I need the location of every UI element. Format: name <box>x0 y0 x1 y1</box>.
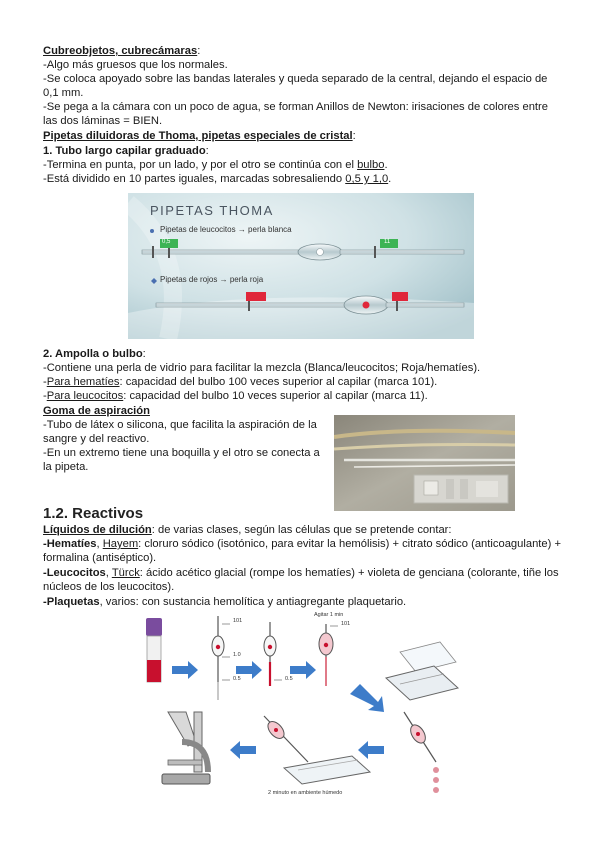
label-agitar: Agitar 1 min <box>314 612 344 618</box>
text-line: sangre y del reactivo. <box>43 433 150 445</box>
turck-term: Türck <box>111 567 140 579</box>
hayem-term: Hayem <box>102 538 139 550</box>
text-line: -Se coloca apoyado sobre las bandas laterales y queda separado de la central, dejando el espacio de <box>43 73 548 85</box>
ampolla-title-line <box>43 347 146 361</box>
text-line <box>43 523 452 537</box>
label-10: 1.0 <box>233 652 241 658</box>
label-101: 101 <box>233 618 243 624</box>
row2-label: Pipetas de rojos → perla roja <box>160 275 264 284</box>
goma-photo <box>334 415 515 511</box>
pipetas-title: Pipetas diluidoras de Thoma, pipetas especiales de cristal <box>43 130 353 142</box>
label-101: 101 <box>341 621 351 627</box>
tubo-title-line <box>43 144 209 158</box>
text-line: núcleos de los leucocitos). <box>43 581 175 593</box>
figure-caption: 2 minuto en ambiente húmedo <box>268 790 343 796</box>
arrow-right-icon <box>290 661 316 679</box>
arrow-right-icon <box>172 661 198 679</box>
text-line <box>43 158 388 172</box>
text-line <box>43 537 561 551</box>
mark-label: 0,5 <box>162 239 171 245</box>
label-05: 0.5 <box>233 676 241 682</box>
arrow-left-icon <box>230 741 256 759</box>
marks-term: 0,5 y 1,0 <box>345 173 389 185</box>
text-part: : capacidad del bulbo 100 veces superior al capilar (marca 101). <box>119 376 438 388</box>
pipetas-thoma-figure <box>128 193 474 339</box>
goma-title: Goma de aspiración <box>43 405 150 417</box>
text-part: : capacidad del bulbo 10 veces superior al capilar (marca 11). <box>123 390 428 402</box>
plaquetas-label: -Plaquetas <box>43 596 100 608</box>
text-part: -Está dividido en 10 partes iguales, marcadas sobresaliendo <box>43 173 346 185</box>
colon: : <box>142 348 146 360</box>
text-line: las dos láminas = BIEN. <box>43 115 163 127</box>
arrow-down-right-icon <box>350 684 384 712</box>
liquidos-title: Líquidos de dilución <box>43 524 152 536</box>
cubreobjetos-title: Cubreobjetos, cubrecámaras <box>43 45 198 57</box>
tube-cap-icon <box>146 618 162 636</box>
text-line: -Se pega a la cámara con un poco de agua, se forman Anillos de Newton: irisaciones de colores entre <box>43 101 548 113</box>
colon: : <box>352 130 356 142</box>
leucocitos-term: Para leucocitos <box>46 390 124 402</box>
ampolla-title: 2. Ampolla o bulbo <box>43 348 143 360</box>
text-part: : de varias clases, según las células que se pretende contar: <box>151 524 452 536</box>
text-part: . <box>384 159 388 171</box>
text-line: -Para hematíes: capacidad del bulbo 100 veces superior al capilar (marca 101). <box>43 376 438 388</box>
text-part: : ácido acético glacial (rompe los hematíes) + violeta de genciana (colorante, tiñe los <box>139 567 559 579</box>
cubreobjetos-title-line <box>43 44 200 58</box>
hematies-label: -Hematíes <box>43 538 97 550</box>
reactivos-heading: 1.2. Reactivos <box>43 505 144 522</box>
text-line: 0,1 mm. <box>43 87 84 99</box>
text-line: -Para leucocitos: capacidad del bulbo 10 veces superior al capilar (marca 11). <box>43 390 428 402</box>
text-line <box>43 566 559 580</box>
sep: , <box>105 567 112 579</box>
procedure-illustration <box>138 612 463 802</box>
mark-label: 11 <box>384 239 391 245</box>
text-line: formalina (antiséptico). <box>43 552 157 564</box>
text-line: -En un extremo tiene una boquilla y el otro se conecta a <box>43 447 320 459</box>
bulbo-term: bulbo <box>357 159 385 171</box>
text-line: -Contiene una perla de vidrio para facilitar la mezcla (Blanca/leucocitos; Roja/hematíes). <box>43 362 481 374</box>
colon: : <box>197 45 201 57</box>
label-05: 0.5 <box>285 676 293 682</box>
text-line: la pipeta. <box>43 461 89 473</box>
leucocitos-label: -Leucocitos <box>43 567 106 579</box>
text-line <box>43 172 391 186</box>
pipetas-title-line <box>43 129 356 143</box>
hematies-term: Para hematíes <box>46 376 120 388</box>
text-part: , varios: con sustancia hemolítica y antiagregante plaquetario. <box>99 596 407 608</box>
sep: , <box>96 538 103 550</box>
pipette-photo-illustration <box>334 415 515 511</box>
text-part: -Termina en punta, por un lado, y por el otro se continúa con el <box>43 159 358 171</box>
text-part: : cloruro sódico (isotónico, para evitar la hemólisis) + citrato sódico (anticoagulante) + <box>138 538 561 550</box>
figure-title: PIPETAS THOMA <box>150 203 274 218</box>
tubo-title: 1. Tubo largo capilar graduado <box>43 145 206 157</box>
row1-label: Pipetas de leucocitos → perla blanca <box>160 225 292 234</box>
text-line: -Tubo de látex o silicona, que facilita la aspiración de la <box>43 419 317 431</box>
text-line <box>43 595 406 609</box>
colon: : <box>205 145 209 157</box>
arrow-left-icon <box>358 741 384 759</box>
text-part: . <box>388 173 392 185</box>
text-line: -Algo más gruesos que los normales. <box>43 59 228 71</box>
procedure-diagram <box>138 612 463 802</box>
